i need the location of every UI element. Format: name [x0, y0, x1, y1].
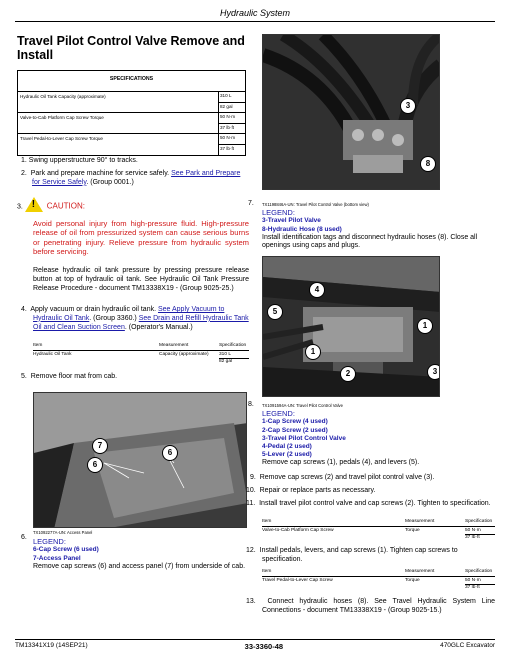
step-7: 7.: [248, 200, 254, 207]
callout-6a: 6: [87, 457, 103, 473]
fig2-caption: TX1091594A-UN: Travel Pilot Control Valve: [262, 403, 343, 408]
callout-6b: 6: [162, 445, 178, 461]
spec-row: Valve-to-Cab Platform Cap Screw Torque 50 N·m 37 lb·ft: [18, 113, 245, 134]
step-12: 12. Install pedals, levers, and cap screws (1). Tighten cap screws to specification.: [246, 547, 458, 563]
step-1: 1. Swing upperstructure 90° to tracks.: [21, 157, 138, 164]
footer-page-number: 33-3360-48: [244, 642, 284, 651]
step-3-text: Release hydraulic oil tank pressure by pressing pressure release button at top of hydraulic oil tank. See Hydraulic Oil Tank Pressure Release Procedure - document TM13338X19 - (Group 9025-25.): [33, 267, 249, 292]
warning-icon: [25, 197, 43, 212]
callout-3b: 3: [427, 364, 440, 380]
callout-2: 2: [340, 366, 356, 382]
step-2: 2. Park and prepare machine for service safely. See Park and Prepare for Service Safely. (Group 0001.): [21, 170, 241, 186]
footer-doc-id: TM13341X19 (14SEP21): [15, 642, 88, 649]
bottom-view-photo: [262, 34, 440, 190]
spec-row: Hydraulic Oil Tank Capacity (approximate) 310 L 82 gal: [18, 92, 245, 113]
specifications-table: [17, 70, 246, 156]
step-11: 11. Install travel pilot control valve and cap screws (2). Tighten to specification.: [246, 500, 491, 507]
drain-refill-link[interactable]: See Drain and Refill Hydraulic Tank Oil and Clean Suction Screen: [33, 314, 249, 331]
step-8-body: LEGEND: 1-Cap Screw (4 used) 2-Cap Screw (2 used) 3-Travel Pilot Control Valve 4-Pedal (2 used) 5-Lever (2 used) Remove cap screws (1), pedals (4), and levers (5).: [262, 409, 420, 466]
callout-1b: 1: [305, 344, 321, 360]
step-10: 10. Repair or replace parts as necessary.: [246, 487, 376, 494]
fig1-caption: TX1198846A-UN: Travel Pilot Control Valve (bottom view): [262, 202, 369, 207]
step-6: 6.: [21, 534, 27, 541]
page-title: Travel Pilot Control Valve Remove and Install: [17, 34, 245, 62]
section-title: Hydraulic System: [219, 8, 291, 18]
callout-7: 7: [92, 438, 108, 454]
callout-8: 8: [420, 156, 436, 172]
callout-1a: 1: [417, 318, 433, 334]
step-7-body: LEGEND: 3-Travel Pilot Valve 8-Hydraulic Hose (8 used) Install identification tags and disconnect hydraulic hoses (8). Close all openings using caps and plugs.: [262, 208, 478, 250]
specifications-caption: SPECIFICATIONS: [18, 71, 245, 92]
step-9: 9. Remove cap screws (2) and travel pilot control valve (3).: [250, 474, 435, 481]
callout-5: 5: [267, 304, 283, 320]
callout-4: 4: [309, 282, 325, 298]
bottom-view-image: [263, 35, 440, 190]
page-header: [15, 8, 495, 22]
spec-row: Travel Pedal-to-Lever Cap Screw Torque 50 N·m 37 lb·ft: [18, 134, 245, 155]
apply-vacuum-link[interactable]: See Apply Vacuum to Hydraulic Oil Tank: [33, 306, 225, 322]
tank-capacity-table: Item Measurement Specification Hydraulic Oil Tank Capacity (approximate) 310 L 82 gal: [33, 343, 249, 365]
step-5: 5. Remove floor mat from cab.: [21, 373, 118, 380]
access-panel-photo: [33, 392, 247, 528]
pedal-torque-table: Item Measurement Specification Travel Pedal-to-Lever Cap Screw Torque 50 N·m 37 lb·ft: [262, 569, 495, 591]
valve-torque-table: Item Measurement Specification Valve-to-Cab Platform Cap Screw Torque 50 N·m 37 lb·ft: [262, 519, 495, 541]
control-valve-photo: [262, 256, 440, 397]
access-panel-image: [34, 393, 247, 528]
step-6-body: LEGEND: 6-Cap Screw (6 used) 7-Access Panel Remove cap screws (6) and access panel (7) from underside of cab.: [33, 537, 246, 570]
step-8: 8.: [248, 401, 254, 408]
fig3-caption: TX1092277A-UN: Access Panel: [33, 530, 93, 535]
step-3: 3. ! CAUTION:: [17, 197, 249, 212]
caution-label: CAUTION:: [46, 201, 85, 211]
step-13: 13. Connect hydraulic hoses (8). See Travel Hydraulic System Line Connections - document TM13338X19 - (Group 9025-15.): [246, 598, 495, 614]
park-prepare-link[interactable]: See Park and Prepare for Service Safely: [32, 170, 241, 186]
page-footer: [15, 639, 495, 651]
step-4: 4. Apply vacuum or drain hydraulic oil tank. See Apply Vacuum to Hydraulic Oil Tank. (Group 3360.) See Drain and Refill Hydraulic Tank Oil and Clean Suction Screen. (Operator's Manual.): [21, 306, 249, 331]
caution-text: Avoid personal injury from high-pressure fluid. High-pressure release of oil from pressurized system can cause serious burns or penetrating injury. Relieve pressure from hydraulic system before servicing.: [33, 219, 249, 257]
footer-model: 470GLC Excavator: [440, 642, 495, 649]
callout-3: 3: [400, 98, 416, 114]
